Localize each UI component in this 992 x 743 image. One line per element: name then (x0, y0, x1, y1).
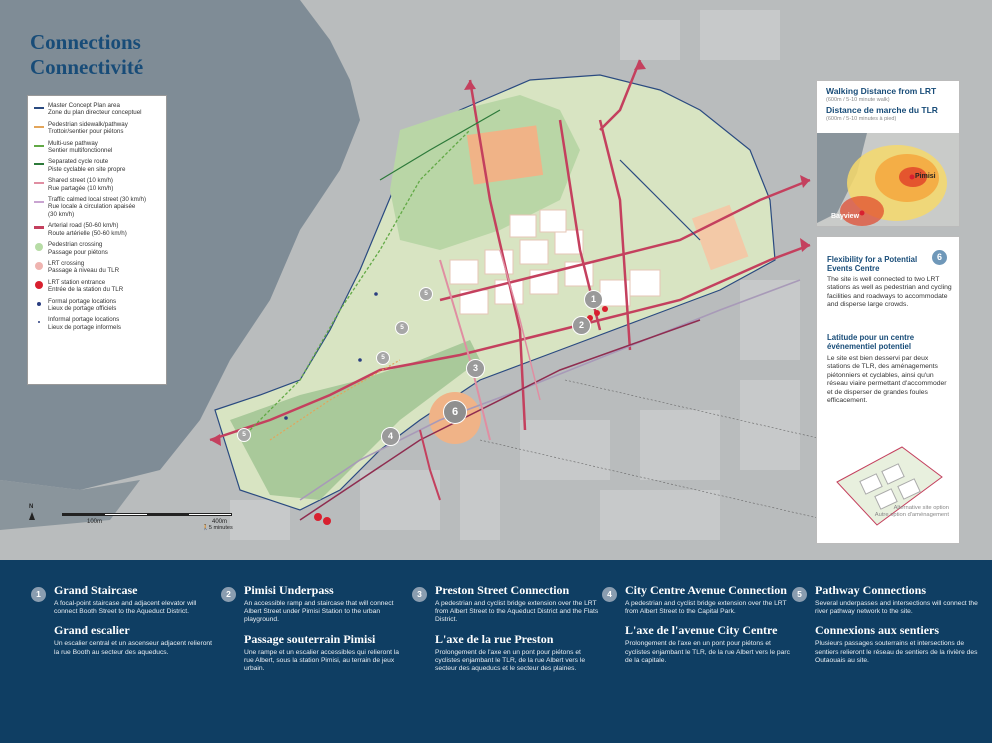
legend-symbol-icon (34, 159, 44, 169)
legend-label: Informal portage locations Lieux de portage informels (48, 316, 121, 331)
connection-2 (226, 583, 409, 673)
map-legend (27, 95, 167, 385)
alt-site-label (875, 505, 949, 519)
marker-6[interactable]: 6 (443, 400, 467, 424)
marker-1[interactable]: 1 (584, 290, 603, 309)
scale-walk-text: 5 minutes (208, 525, 233, 531)
legend-item (34, 158, 160, 173)
legend-item (34, 121, 160, 136)
legend-label: LRT station entrance Entrée de la station du TLR (48, 278, 124, 294)
legend-item (34, 298, 160, 313)
connection-title-en: Preston Street Connection (435, 583, 570, 597)
legend-symbol-icon (34, 122, 44, 132)
events-centre-inset (816, 236, 960, 544)
connection-desc-en: A focal-point staircase and adjacent elevator will connect Booth Street to the Aqueduct District. (54, 600, 197, 616)
marker-5d[interactable]: 5 (237, 428, 251, 442)
connection-desc-fr: Prolongement de l'axe en un pont pour piétons et cyclistes enjambant le TLR, de la rue Albert vers le parc de la capitale. (625, 640, 790, 664)
alt-en: Alternative site option (893, 505, 949, 511)
marker-5c[interactable]: 5 (376, 351, 390, 365)
connection-desc-en: A pedestrian and cyclist bridge extension over the LRT from Albert Street to the Aqueduct District and the Flats District. (435, 600, 599, 624)
legend-label: Pedestrian sidewalk/pathway Trottoir/sentier pour piétons (48, 120, 128, 136)
legend-item (34, 140, 160, 155)
title-en: Connections (30, 30, 141, 54)
label-pimisi: Pimisi (915, 173, 936, 180)
marker-5b[interactable]: 5 (395, 321, 409, 335)
marker-3[interactable]: 3 (466, 359, 485, 378)
connection-number-badge: 4 (602, 587, 617, 602)
legend-symbol-icon (34, 299, 44, 309)
legend-item (34, 241, 160, 256)
connection-number-badge: 2 (221, 587, 236, 602)
connection-4 (607, 583, 790, 665)
connection-1 (36, 583, 219, 657)
connections-footer (0, 560, 992, 743)
events-badge: 6 (932, 250, 947, 265)
connection-title-en: Grand Staircase (54, 583, 138, 597)
connection-desc-fr: Un escalier central et un ascenseur adjacent relieront la rue Booth au secteur des aqueducs. (54, 640, 212, 656)
events-body-en: The site is well connected to two LRT stations as well as pedestrian and cycling facilities and roadways to accommodate and disperse large crowds. (827, 276, 952, 309)
legend-label: Pedestrian crossing Passage pour piétons (48, 241, 108, 256)
legend-label: LRT crossing Passage à niveau du TLR (48, 259, 120, 275)
connection-title-fr: Passage souterrain Pimisi (244, 631, 376, 646)
legend-symbol-icon (34, 197, 44, 207)
events-body-fr: Le site est bien desservi par deux stations de TLR, des aménagements piétonniers et cyclables, ainsi qu'un réseau viaire permettant d'accommoder et de disperser de grandes foules efficacement. (827, 355, 947, 405)
legend-symbol-icon (34, 280, 44, 290)
legend-symbol-icon (34, 178, 44, 188)
connection-5 (797, 583, 980, 665)
connection-number-badge: 1 (31, 587, 46, 602)
legend-item (34, 279, 160, 294)
connection-title-fr: Connexions aux sentiers (815, 623, 940, 638)
legend-item (34, 316, 160, 331)
legend-item (34, 196, 160, 218)
legend-symbol-icon (34, 261, 44, 271)
marker-4[interactable]: 4 (381, 427, 400, 446)
connection-3 (417, 583, 600, 673)
connection-title-en: Pathway Connections (815, 583, 927, 597)
connection-title-fr: L'axe de la rue Preston (435, 631, 554, 646)
label-bayview: Bayview (831, 213, 860, 220)
connection-title-fr: Grand escalier (54, 623, 130, 638)
events-title-en: Flexibility for a Potential Events Centre (827, 255, 918, 273)
walking-title-en: Walking Distance from LRT (826, 86, 937, 96)
legend-label: Separated cycle route Piste cyclable en site propre (48, 158, 126, 173)
north-label: N (29, 504, 34, 510)
title-fr: Connectivité (30, 55, 144, 79)
connection-title-fr: L'axe de l'avenue City Centre (625, 623, 778, 638)
alt-fr: Autre option d'aménagement (874, 512, 949, 518)
connection-desc-en: An accessible ramp and staircase that will connect Albert Street under Pimisi Station to the urban playground. (244, 600, 394, 624)
scale-bar-graphic (62, 513, 232, 516)
connection-desc-en: A pedestrian and cyclist bridge extension over the LRT from Albert Street to the Capital Park. (625, 600, 787, 616)
legend-label: Multi-use pathway Sentier multifonctionnel (48, 139, 113, 155)
legend-label: Traffic calmed local street (30 km/h) Rue locale à circulation apaisée (30 km/h) (48, 196, 146, 218)
walking-sub-en: (600m / 5-10 minute walk) (826, 97, 890, 103)
connection-desc-fr: Prolongement de l'axe en un pont pour piétons et cyclistes enjambant le TLR, de la rue Albert vers le secteur des aqueducs et le secteur des plaines. (435, 648, 586, 673)
marker-2[interactable]: 2 (572, 316, 591, 335)
connection-desc-en: Several underpasses and intersections will connect the river pathway network to the site. (815, 600, 978, 616)
connection-number-badge: 5 (792, 587, 807, 602)
legend-label: Arterial road (50-60 km/h) Route artérielle (50-60 km/h) (48, 222, 127, 237)
legend-item (34, 102, 160, 117)
north-arrow-icon (29, 512, 35, 520)
legend-symbol-icon (34, 317, 44, 327)
legend-item (34, 222, 160, 237)
legend-label: Formal portage locations Lieux de portage officiels (48, 297, 117, 312)
legend-symbol-icon (34, 242, 44, 252)
marker-5a[interactable]: 5 (419, 287, 433, 301)
walking-distance-inset (816, 80, 960, 227)
walking-sub-fr: (600m / 5-10 minutes à pied) (826, 116, 897, 122)
map-title (30, 30, 143, 80)
scale-bar (62, 513, 252, 533)
legend-item (34, 177, 160, 192)
walking-mini-map (817, 133, 960, 227)
connection-number-badge: 3 (412, 587, 427, 602)
legend-symbol-icon (34, 141, 44, 151)
legend-symbol-icon (34, 223, 44, 233)
legend-symbol-icon (34, 103, 44, 113)
connection-desc-fr: Une rampe et un escalier accessibles qui relieront la rue Albert, sous la station Pimisi, au terrain de jeux urbain. (244, 648, 400, 673)
legend-item (34, 260, 160, 275)
connection-title-en: City Centre Avenue Connection (625, 583, 787, 597)
connection-desc-fr: Plusieurs passages souterrains et intersections de sentiers relieront le réseau de sentiers de la rivière des Outaouais au site. (815, 640, 978, 664)
connection-title-en: Pimisi Underpass (244, 583, 334, 597)
walker-icon: 🚶 (202, 525, 209, 531)
legend-label: Shared street (10 km/h) Rue partagée (10 km/h) (48, 177, 114, 192)
legend-label: Master Concept Plan area Zone du plan directeur conceptuel (48, 102, 142, 117)
walking-title-fr: Distance de marche du TLR (826, 105, 938, 115)
scale-400m: 400m (212, 519, 228, 525)
events-title-fr: Latitude pour un centre événementiel potentiel (827, 333, 915, 351)
scale-100m: 100m (87, 519, 103, 525)
scale-walk (202, 525, 233, 531)
